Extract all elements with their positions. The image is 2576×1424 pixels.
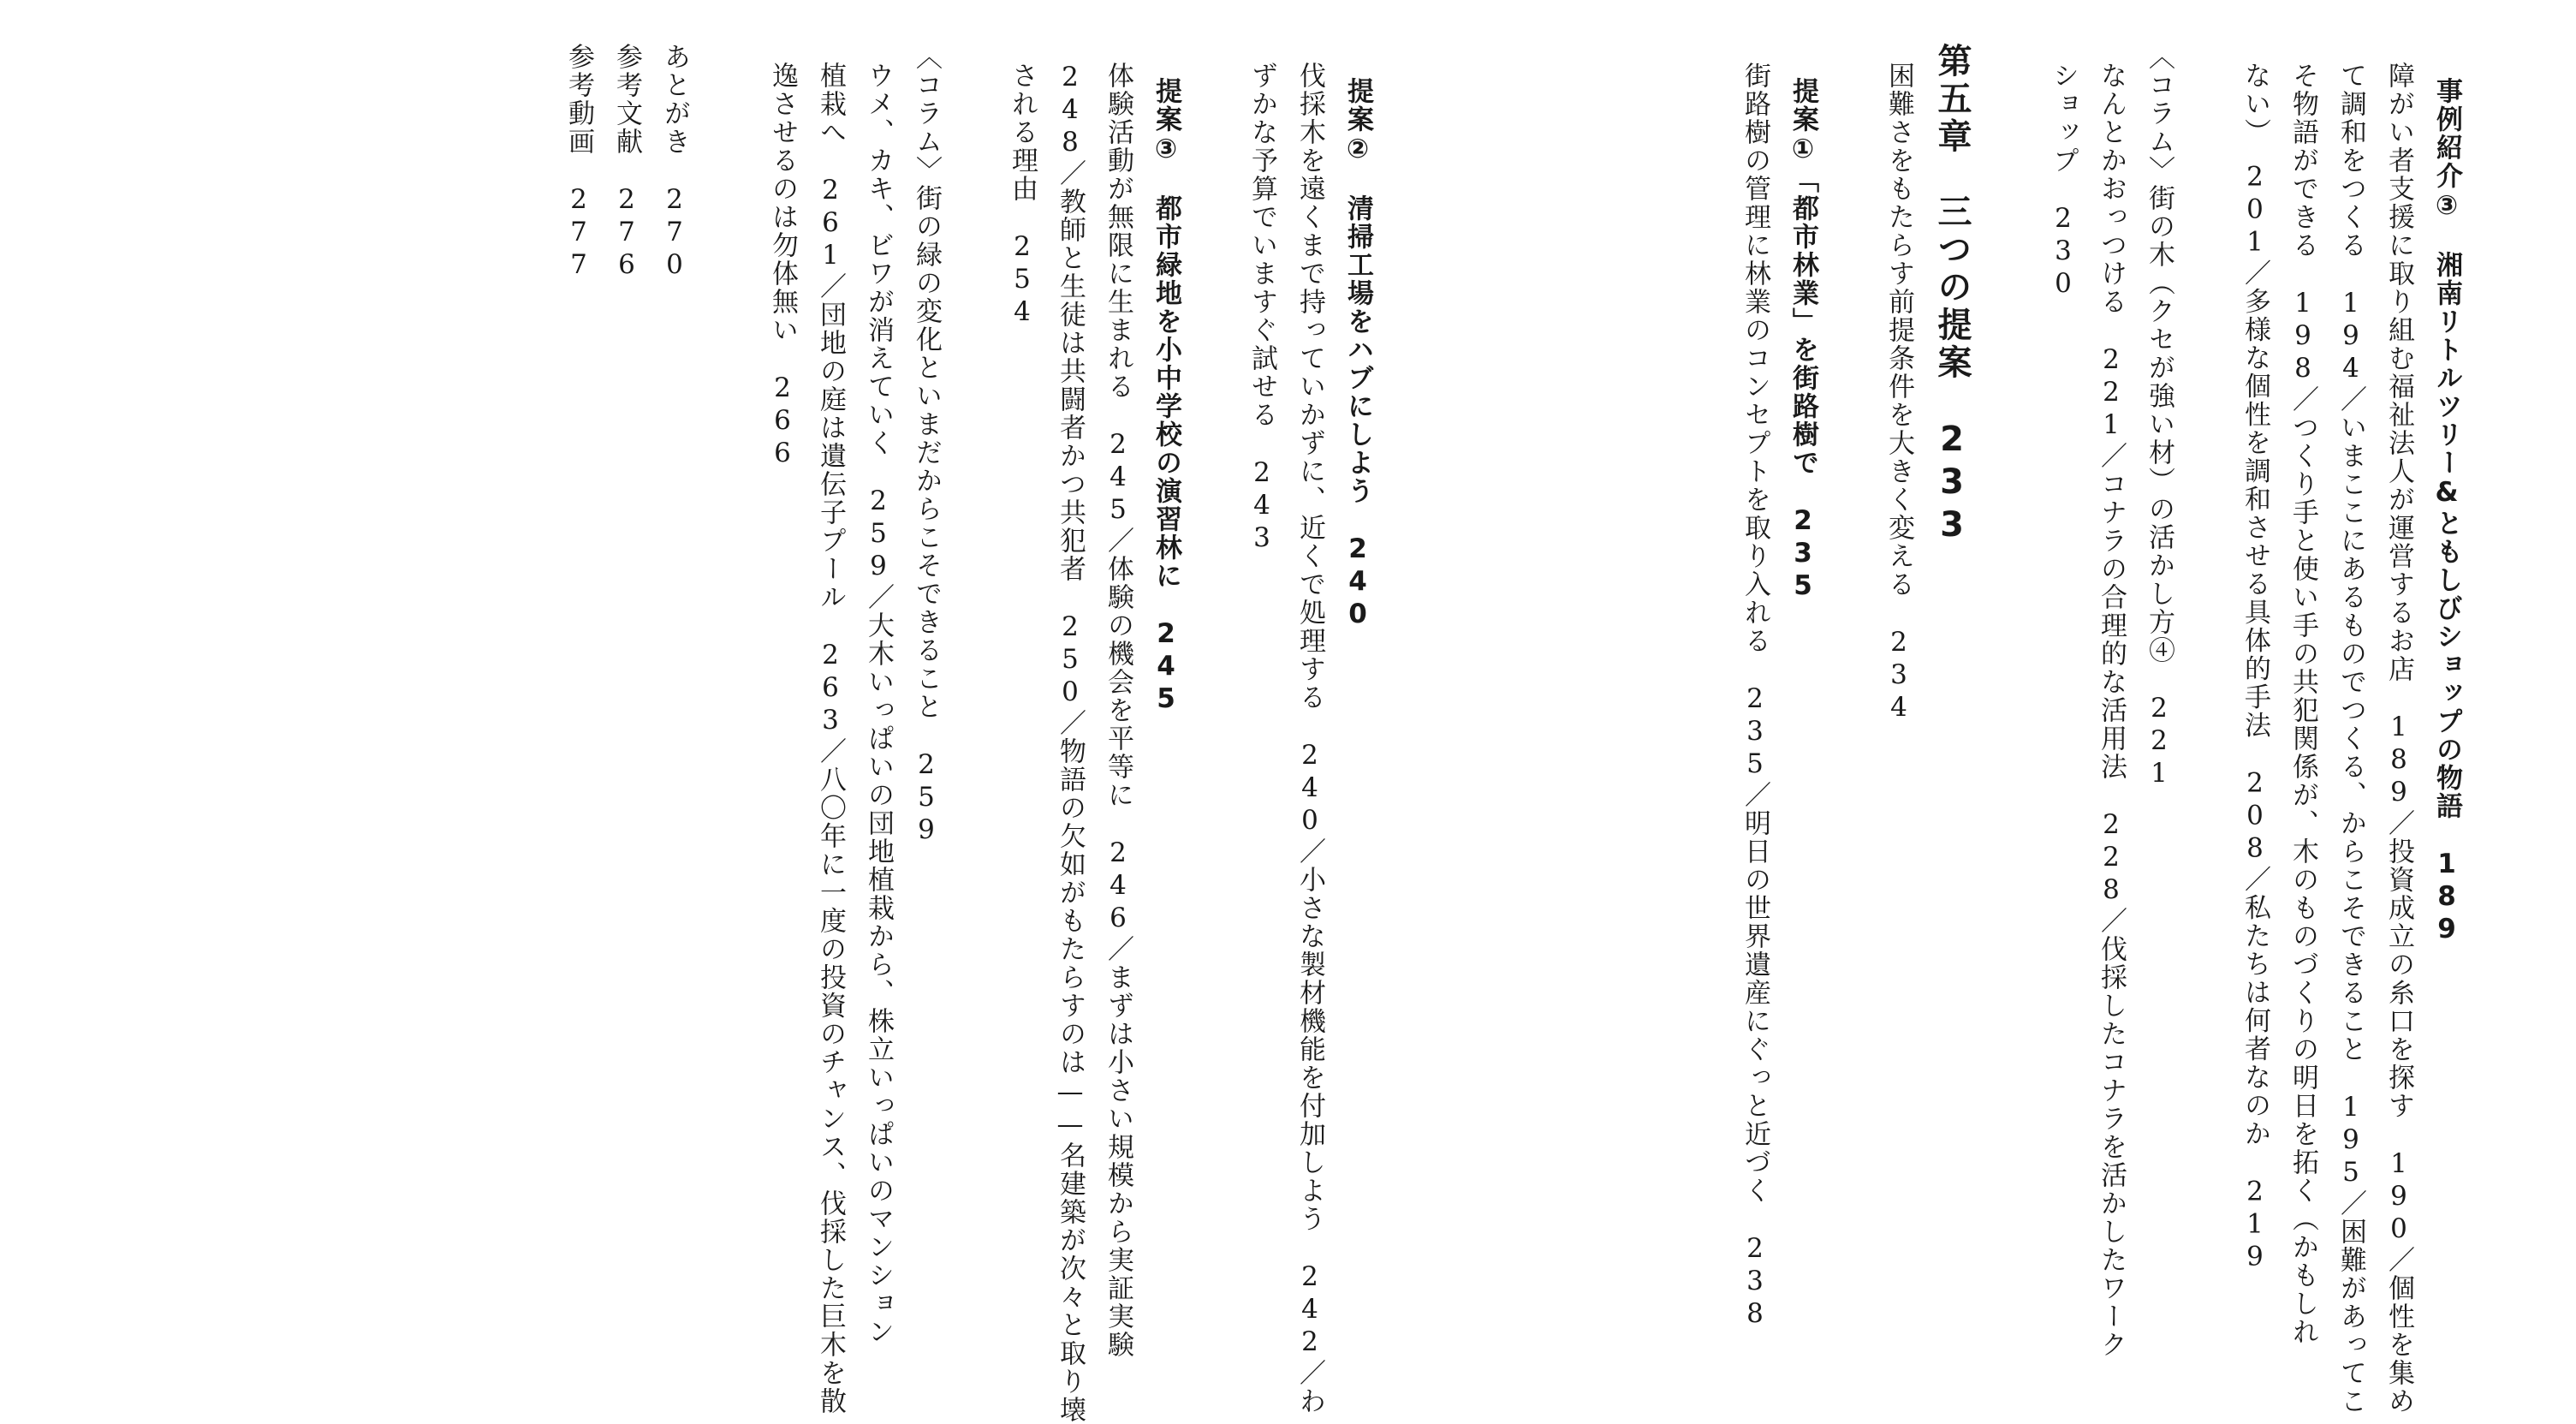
toc-subentries: 体験活動が無限に生まれる 245／体験の機会を平等に 246／まずは小さい規模から実証実験 xyxy=(1103,62,1133,1359)
toc-entry-proposal-2: 提案② 清掃工場をハブにしよう 240 xyxy=(1342,77,1373,631)
toc-subentries: 逸させるのは勿体無い 266 xyxy=(767,62,798,470)
toc-entry-column-4: 〈コラム〉街の木（クセが強い材）の活かし方④ 221 xyxy=(2144,43,2174,790)
toc-subentries: 植栽へ 261／団地の庭は遺伝子プール 263／八〇年に一度の投資のチャンス、伐採した巨木を散 xyxy=(815,62,846,1415)
toc-subentries: ショップ 230 xyxy=(2048,62,2079,301)
toc-subentries: なんとかおっつける 221／コナラの合理的な活用法 228／伐採したコナラを活かしたワーク xyxy=(2096,62,2127,1359)
toc-subentries: 街路樹の管理に林業のコンセプトを取り入れる 235／明日の世界遺産にぐっと近づく 238 xyxy=(1740,62,1770,1331)
toc-entry-case-study-3: 事例紹介③ 湘南リトルツリー&ともしびショップの物語 189 xyxy=(2431,77,2462,946)
toc-subentries: て調和をつくる 194／いまここにあるものでつくる、からこそできること 195／困難があってこ xyxy=(2335,62,2366,1415)
toc-entry-proposal-1: 提案①「都市林業」を街路樹で 235 xyxy=(1788,77,1818,603)
toc-entry-proposal-3: 提案③ 都市緑地を小中学校の演習林に 245 xyxy=(1151,77,1181,716)
toc-subentries: ずかな予算でいますぐ試せる 243 xyxy=(1246,62,1277,555)
toc-subentries: 伐採木を遠くまで持っていかずに、近くで処理する 240／小さな製材機能を付加しよう 242／わ xyxy=(1294,62,1325,1415)
toc-subentries: ウメ、カキ、ビワが消えていく 259／大木いっぱいの団地植栽から、株立いっぱいのマンション xyxy=(863,62,894,1346)
toc-entry-afterword: あとがき 270 xyxy=(659,43,690,282)
toc-entry-videos: 参考動画 277 xyxy=(563,43,594,282)
toc-subentries: される理由 254 xyxy=(1007,62,1038,329)
toc-entry-references: 参考文献 276 xyxy=(611,43,642,282)
toc-subentries: 248／教師と生徒は共闘者かつ共犯者 250／物語の欠如がもたらすのは——名建築が次々と取り壊 xyxy=(1055,62,1086,1424)
toc-subentries: 障がい者支援に取り組む福祉法人が運営するお店 189／投資成立の糸口を探す 190／個性を集め xyxy=(2383,62,2414,1415)
toc-subentries: ない） 201／多様な個性を調和させる具体的手法 208／私たちは何者なのか 219 xyxy=(2240,62,2270,1274)
toc-subentries: 困難さをもたらす前提条件を大きく変える 234 xyxy=(1883,62,1914,724)
chapter-title: 第五章 三つの提案 233 xyxy=(1932,43,1972,548)
toc-subentries: そ物語ができる 198／つくり手と使い手の共犯関係が、木のものづくりの明日を拓く（かもしれ xyxy=(2287,62,2318,1346)
toc-entry-column-green: 〈コラム〉街の緑の変化といまだからこそできること 259 xyxy=(911,43,942,847)
